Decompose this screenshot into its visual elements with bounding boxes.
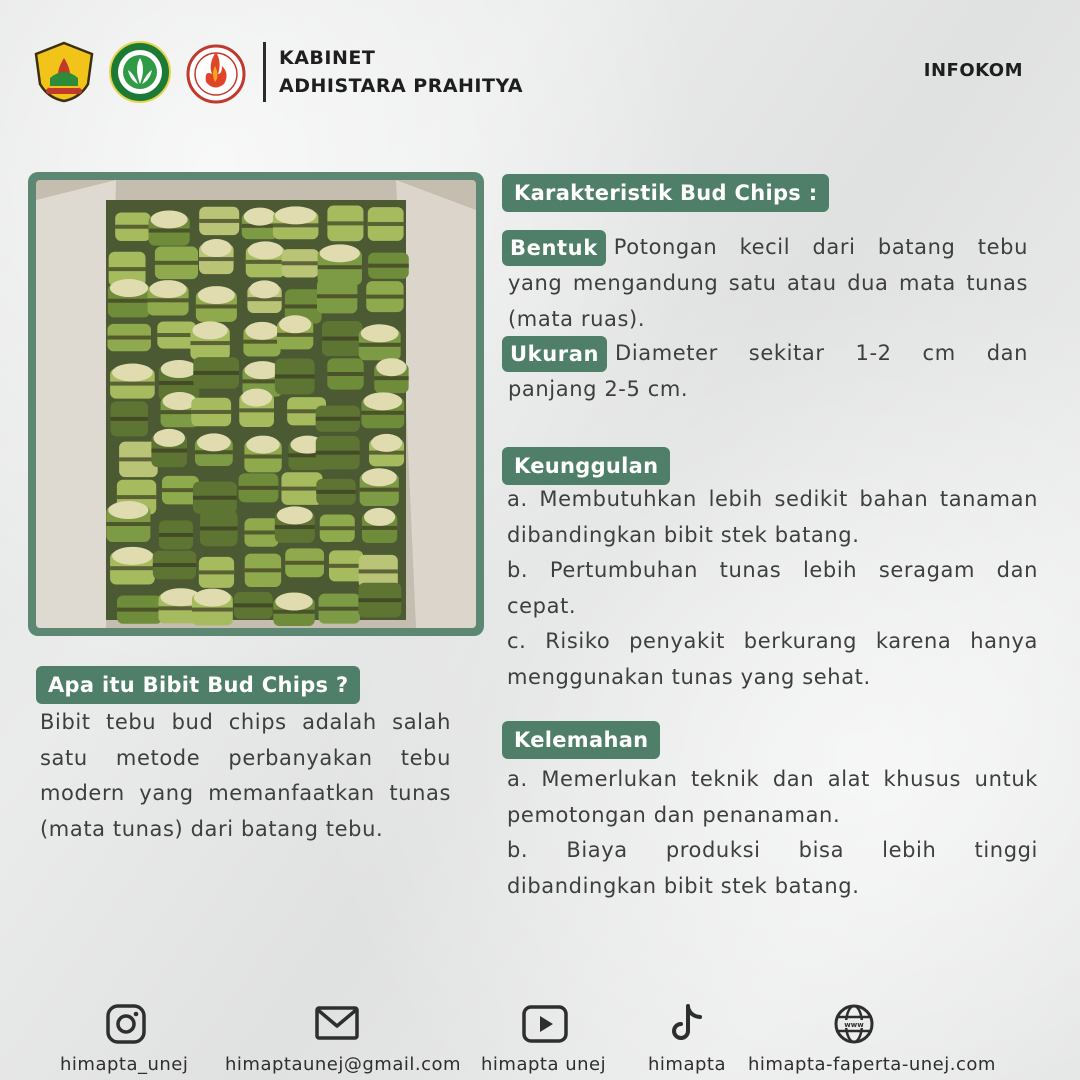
tiktok-handle[interactable]: himapta <box>648 1054 726 1075</box>
advantage-item: c. Risiko penyakit berkurang karena hanya menggunakan tunas yang sehat. <box>507 629 1038 689</box>
size-paragraph <box>508 336 1028 408</box>
form-paragraph <box>508 230 1028 337</box>
size-text: Diameter sekitar 1-2 cm dan panjang 2-5 cm. <box>508 341 1028 401</box>
header-divider <box>263 42 266 102</box>
globe-icon <box>832 1002 876 1046</box>
disadvantage-item: b. Biaya produksi bisa lebih tinggi dibandingkan bibit stek batang. <box>507 838 1038 898</box>
disadvantages-heading: Kelemahan <box>502 721 660 759</box>
disadvantage-item: a. Memerlukan teknik dan alat khusus untuk pemotongan dan penanaman. <box>507 767 1038 827</box>
cabinet-line-2: ADHISTARA PRAHITYA <box>279 75 524 97</box>
intro-paragraph: Bibit tebu bud chips adalah salah satu metode perbanyakan tebu modern yang memanfaatkan tunas (mata tunas) dari batang tebu. <box>40 710 451 841</box>
youtube-channel[interactable]: himapta unej <box>481 1054 607 1075</box>
instagram-link[interactable] <box>104 1002 148 1046</box>
website-link[interactable] <box>832 1002 876 1046</box>
advantage-item: a. Membutuhkan lebih sedikit bahan tanaman dibandingkan bibit stek batang. <box>507 487 1038 547</box>
characteristics-heading: Karakteristik Bud Chips : <box>502 174 829 212</box>
advantages-heading: Keunggulan <box>502 447 670 485</box>
size-label: Ukuran <box>502 336 607 372</box>
bud-chips-photo <box>36 180 476 628</box>
instagram-icon <box>104 1002 148 1046</box>
division-label: INFOKOM <box>923 60 1023 81</box>
form-label: Bentuk <box>502 230 606 266</box>
mail-icon <box>314 1002 360 1046</box>
advantage-item: b. Pertumbuhan tunas lebih seragam dan cepat. <box>507 558 1038 618</box>
himapta-logo <box>108 40 172 104</box>
youtube-icon <box>521 1002 569 1046</box>
bud-chips-photo-frame <box>28 172 484 636</box>
instagram-handle[interactable]: himapta_unej <box>60 1054 189 1075</box>
youtube-link[interactable] <box>521 1002 569 1046</box>
website-url[interactable]: himapta-faperta-unej.com <box>748 1054 996 1075</box>
advantages-list <box>507 482 1038 695</box>
disadvantages-list <box>507 762 1038 904</box>
tiktok-link[interactable] <box>664 1002 708 1046</box>
email-link[interactable] <box>314 1002 360 1046</box>
cabinet-logo <box>184 40 248 104</box>
svg-text:www: www <box>844 1021 864 1029</box>
university-logo <box>32 40 96 104</box>
cabinet-line-1: KABINET <box>279 47 376 69</box>
email-address[interactable]: himaptaunej@gmail.com <box>225 1054 462 1075</box>
form-text: Potongan kecil dari batang tebu yang mengandung satu atau dua mata tunas (mata ruas). <box>508 235 1028 331</box>
cabinet-name <box>279 44 523 100</box>
tiktok-icon <box>664 1002 708 1046</box>
intro-heading: Apa itu Bibit Bud Chips ? <box>36 666 360 704</box>
